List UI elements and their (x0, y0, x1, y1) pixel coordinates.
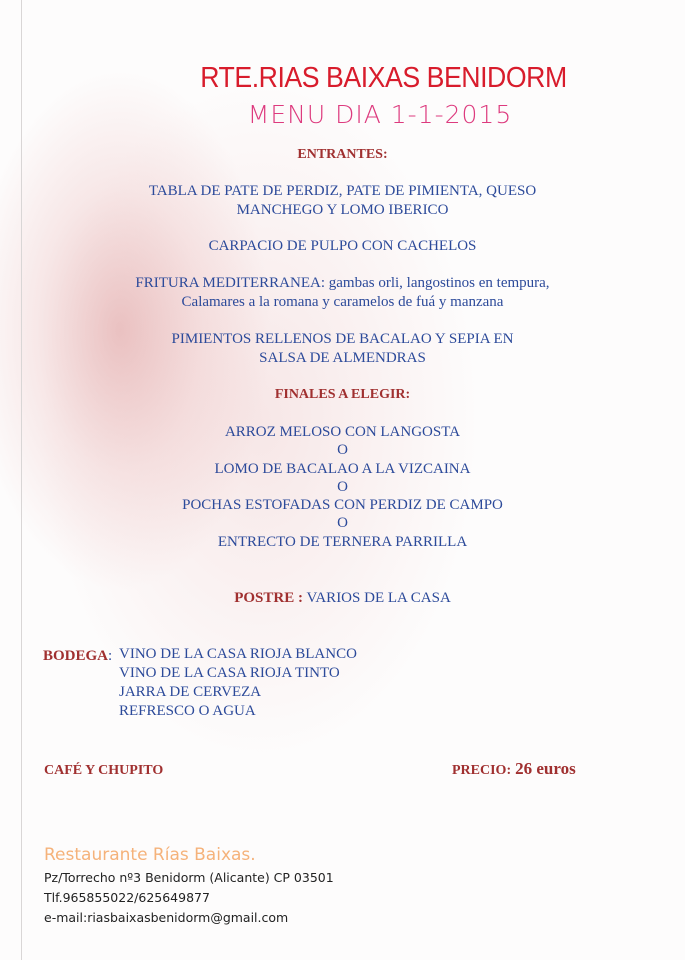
postre-value: VARIOS DE LA CASA (306, 590, 451, 606)
entrante-item-4-line-1: PIMIENTOS RELLENOS DE BACALAO Y SEPIA EN (171, 331, 514, 347)
entrante-item-3 (0, 274, 685, 312)
entrantes-heading (0, 147, 685, 163)
footer-address: Pz/Torrecho nº3 Benidorm (Alicante) CP 03501 (44, 870, 334, 885)
entrante-item-3-line-2: Calamares a la romana y caramelos de fuá y manzana (181, 294, 504, 310)
bodega-label: BODEGA (43, 648, 109, 664)
price-line (452, 759, 576, 779)
bodega-item-1: VINO DE LA CASA RIOJA BLANCO (119, 646, 357, 662)
bodega-label-row (43, 648, 112, 665)
final-option-3: POCHAS ESTOFADAS CON PERDIZ DE CAMPO (182, 497, 503, 514)
final-option-2: LOMO DE BACALAO A LA VIZCAINA (214, 460, 471, 477)
bodega-item-2: VINO DE LA CASA RIOJA TINTO (119, 665, 340, 681)
entrantes-heading-text: ENTRANTES: (297, 147, 388, 162)
bodega-item-4: REFRESCO O AGUA (119, 703, 256, 719)
final-option-1: ARROZ MELOSO CON LANGOSTA (224, 424, 461, 440)
footer-phone: Tlf.965855022/625649877 (44, 890, 210, 905)
entrante-item-4-line-2: SALSA DE ALMENDRAS (259, 350, 426, 366)
bodega-list (119, 645, 357, 721)
entrante-item-1 (0, 182, 685, 220)
finales-heading: FINALES A ELEGIR: (274, 387, 411, 402)
entrante-item-3-line-1: FRITURA MEDITERRANEA: gambas orli, langostinos en tempura, (135, 275, 550, 291)
coffee-line: CAFÉ Y CHUPITO (44, 763, 164, 778)
price-value: 26 euros (515, 759, 576, 778)
menu-date-title: MENU DIA 1-1-2015 (247, 100, 513, 129)
final-separator-1: O (337, 442, 348, 459)
entrante-item-2-line-1: CARPACIO DE PULPO CON CACHELOS (208, 238, 477, 254)
final-separator-2: O (337, 478, 348, 495)
postre-label: POSTRE : (234, 590, 303, 606)
entrante-item-1-line-1: TABLA DE PATE DE PERDIZ, PATE DE PIMIENTA, QUESO (148, 183, 537, 199)
price-label: PRECIO: (452, 763, 512, 778)
bodega-colon: : (108, 648, 113, 664)
finales-list (0, 423, 685, 551)
final-option-4: ENTRECTO DE TERNERA PARRILLA (217, 533, 468, 550)
entrante-item-2 (0, 237, 685, 256)
postre-line (0, 590, 685, 607)
final-separator-3: O (337, 515, 348, 532)
entrante-item-4 (0, 330, 685, 368)
footer-restaurant-name: Restaurante Rías Baixas. (44, 845, 256, 865)
restaurant-title: RTE.RIAS BAIXAS BENIDORM (200, 62, 567, 94)
entrante-item-1-line-2: MANCHEGO Y LOMO IBERICO (236, 202, 449, 218)
footer-email: e-mail:riasbaixasbenidorm@gmail.com (44, 910, 289, 925)
bodega-item-3: JARRA DE CERVEZA (119, 684, 262, 700)
